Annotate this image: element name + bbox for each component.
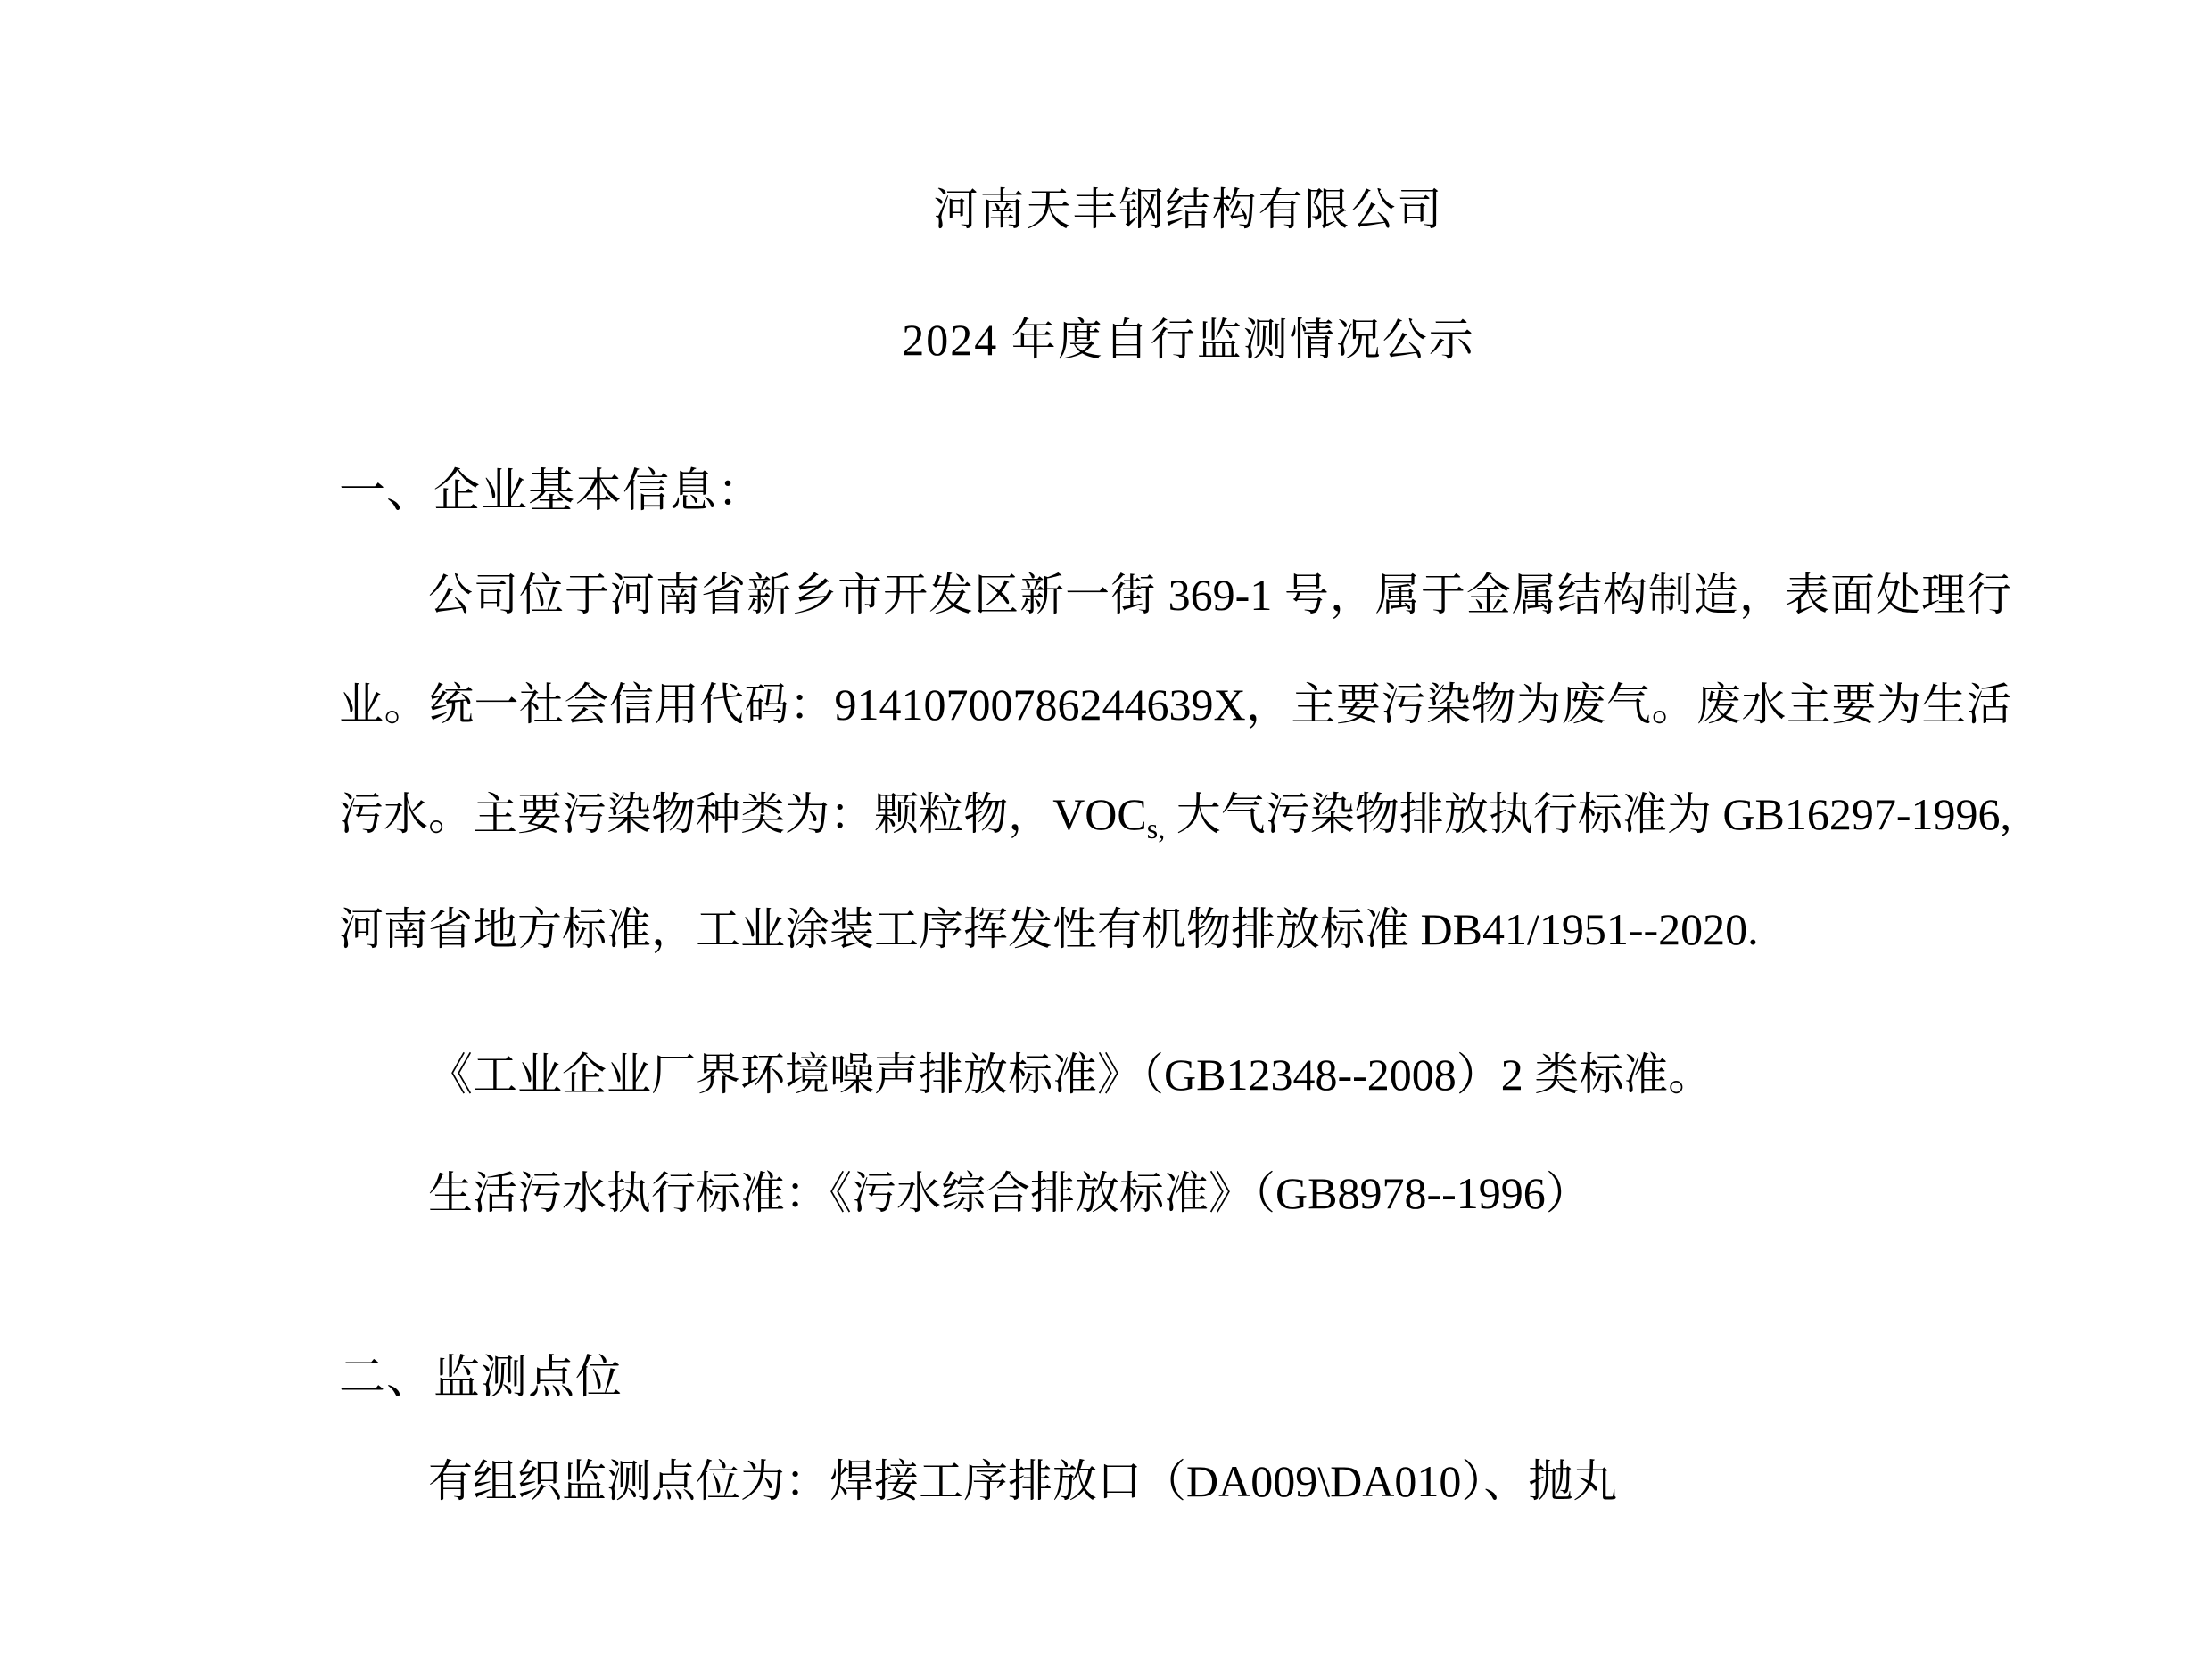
voc-main-text: VOC	[1052, 789, 1147, 839]
paragraph-company-overview-text: 公司位于河南省新乡市开发区新一街 369-1 号，属于金属结构制造，表面处理行业。统一社会信用代码：91410700786244639X，主要污染物为废气。废水主要为生活污水。主要污染物种类为：颗粒物，	[339, 570, 2011, 839]
voc-subscript: s,	[1146, 812, 1166, 844]
paragraph-monitoring-points: 有组织监测点位为：焊接工序排放口（DA009\DA010）、抛丸	[428, 1456, 1618, 1506]
paragraph-standards-text: 大气污染物排放执行标准为 GB16297-1996,河南省地方标准，工业涂装工序挥发性有机物排放标准 DB41/1951--2020.	[339, 789, 2012, 954]
paragraph-noise-standard: 《工业企业厂界环境噪声排放标准》（GB12348--2008）2 类标准。	[428, 1050, 1713, 1099]
section-heading-company-info: 一、企业基本信息：	[339, 466, 765, 517]
section-heading-monitoring-points: 二、监测点位	[339, 1353, 623, 1404]
document-title-line-2: 2024 年度自行监测情况公示	[902, 315, 1475, 365]
paragraph-company-overview	[339, 540, 2011, 984]
voc-label	[1052, 789, 1166, 844]
document-title-line-1: 河南天丰钢结构有限公司	[933, 185, 1444, 235]
paragraph-wastewater-standard: 生活污水执行标准：《污水综合排放标准》（GB8978--1996）	[428, 1168, 1590, 1218]
